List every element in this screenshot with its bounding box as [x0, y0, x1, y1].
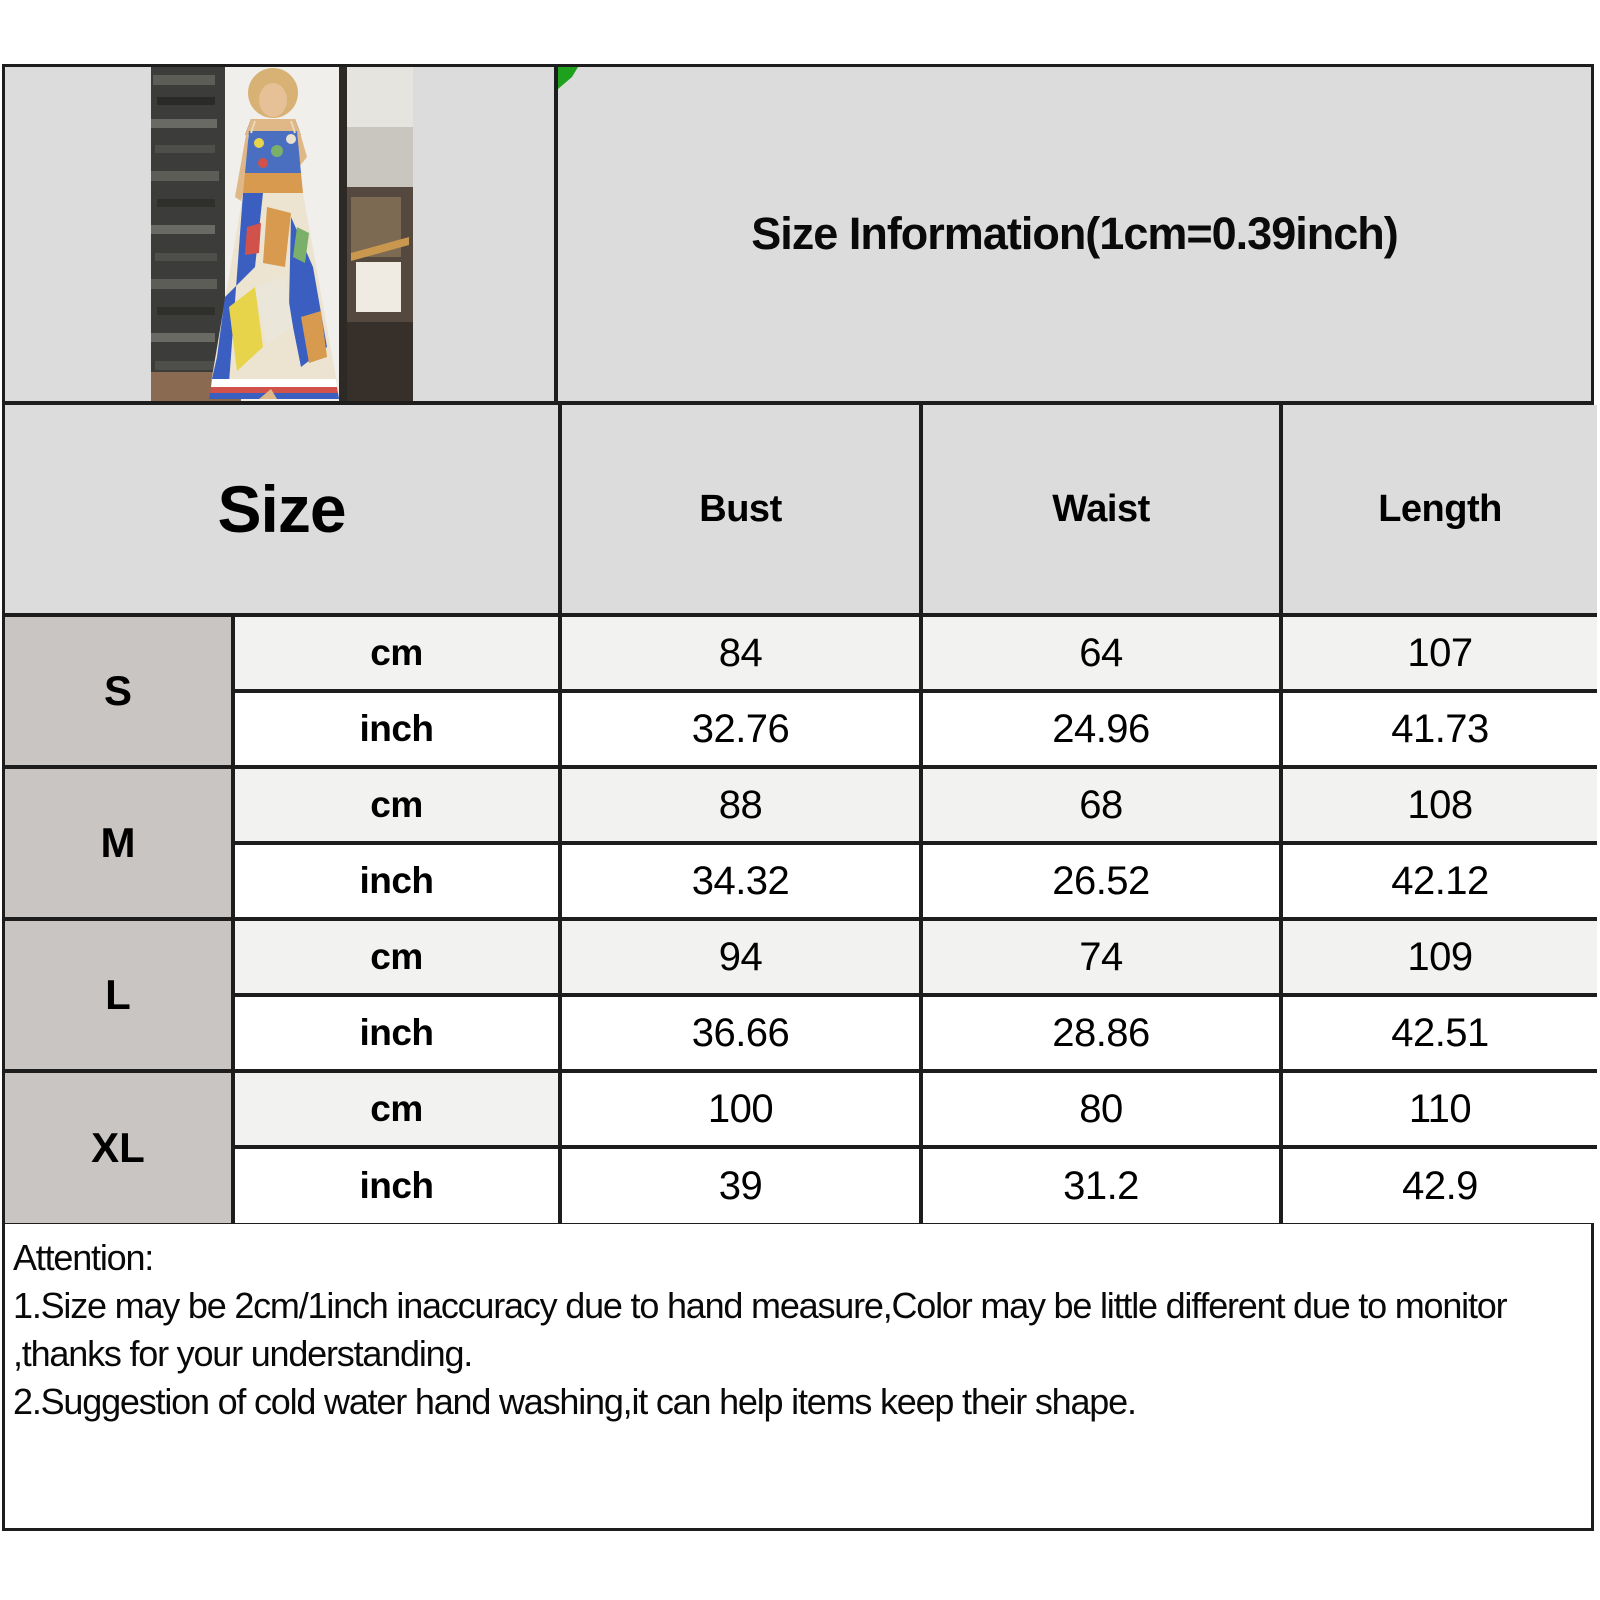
- size-label-xl: XL: [5, 1071, 233, 1223]
- unit-label-inch: inch: [233, 1147, 560, 1223]
- cell-l-cm-waist: 74: [921, 919, 1281, 995]
- face: [259, 83, 287, 117]
- cell-s-cm-waist: 64: [921, 615, 1281, 691]
- cell-m-inch-waist: 26.52: [921, 843, 1281, 919]
- cell-m-inch-bust: 34.32: [560, 843, 921, 919]
- product-photo: [151, 67, 413, 401]
- size-info-title: Size Information(1cm=0.39inch): [751, 208, 1398, 259]
- cell-xl-cm-waist: 80: [921, 1071, 1281, 1147]
- title-panel: [558, 67, 1591, 401]
- size-label-s: S: [5, 615, 233, 767]
- unit-label-inch: inch: [233, 691, 560, 767]
- cell-s-inch-length: 41.73: [1281, 691, 1597, 767]
- attention-section: [5, 1223, 1591, 1489]
- cell-l-inch-waist: 28.86: [921, 995, 1281, 1071]
- table-row-m-inch: [5, 843, 1597, 919]
- cell-l-inch-bust: 36.66: [560, 995, 921, 1071]
- attention-note-1: 1.Size may be 2cm/1inch inaccuracy due to hand measure,Color may be little different due to monitor ,thanks for your understanding.: [13, 1285, 1507, 1374]
- cell-l-cm-length: 109: [1281, 919, 1597, 995]
- size-label-m: M: [5, 767, 233, 919]
- product-photo-panel: [5, 67, 558, 401]
- table-row-xl-inch: [5, 1147, 1597, 1223]
- unit-label-inch: inch: [233, 995, 560, 1071]
- unit-label-cm: cm: [233, 615, 560, 691]
- attention-note-2: 2.Suggestion of cold water hand washing,it can help items keep their shape.: [13, 1381, 1136, 1422]
- table-row-xl-cm: [5, 1071, 1597, 1147]
- cell-m-cm-waist: 68: [921, 767, 1281, 843]
- table-row-s-inch: [5, 691, 1597, 767]
- top-section: [5, 67, 1591, 405]
- unit-label-cm: cm: [233, 919, 560, 995]
- column-header-size: Size: [5, 405, 560, 615]
- green-corner-icon: [558, 67, 578, 89]
- dress-waistband: [243, 173, 303, 193]
- table-row-l-cm: [5, 919, 1597, 995]
- cell-s-inch-bust: 32.76: [560, 691, 921, 767]
- size-chart-content: [2, 64, 1594, 1531]
- cell-s-cm-bust: 84: [560, 615, 921, 691]
- size-label-l: L: [5, 919, 233, 1071]
- cell-s-inch-waist: 24.96: [921, 691, 1281, 767]
- cell-l-cm-bust: 94: [560, 919, 921, 995]
- cell-xl-inch-length: 42.9: [1281, 1147, 1597, 1223]
- column-header-waist: Waist: [921, 405, 1281, 615]
- cell-m-inch-length: 42.12: [1281, 843, 1597, 919]
- cell-m-cm-bust: 88: [560, 767, 921, 843]
- cell-l-inch-length: 42.51: [1281, 995, 1597, 1071]
- column-header-bust: Bust: [560, 405, 921, 615]
- column-header-length: Length: [1281, 405, 1597, 615]
- cell-xl-cm-bust: 100: [560, 1071, 921, 1147]
- cell-xl-cm-length: 110: [1281, 1071, 1597, 1147]
- table-header-row: [5, 405, 1597, 615]
- table-row-l-inch: [5, 995, 1597, 1071]
- cell-xl-inch-waist: 31.2: [921, 1147, 1281, 1223]
- stone-wall: [151, 67, 225, 401]
- table-row-m-cm: [5, 767, 1597, 843]
- unit-label-inch: inch: [233, 843, 560, 919]
- attention-title: Attention:: [13, 1237, 154, 1278]
- glass-door: [339, 67, 413, 401]
- cell-xl-inch-bust: 39: [560, 1147, 921, 1223]
- unit-label-cm: cm: [233, 767, 560, 843]
- unit-label-cm: cm: [233, 1071, 560, 1147]
- table-row-s-cm: [5, 615, 1597, 691]
- cell-m-cm-length: 108: [1281, 767, 1597, 843]
- size-table: [5, 405, 1597, 1223]
- cell-s-cm-length: 107: [1281, 615, 1597, 691]
